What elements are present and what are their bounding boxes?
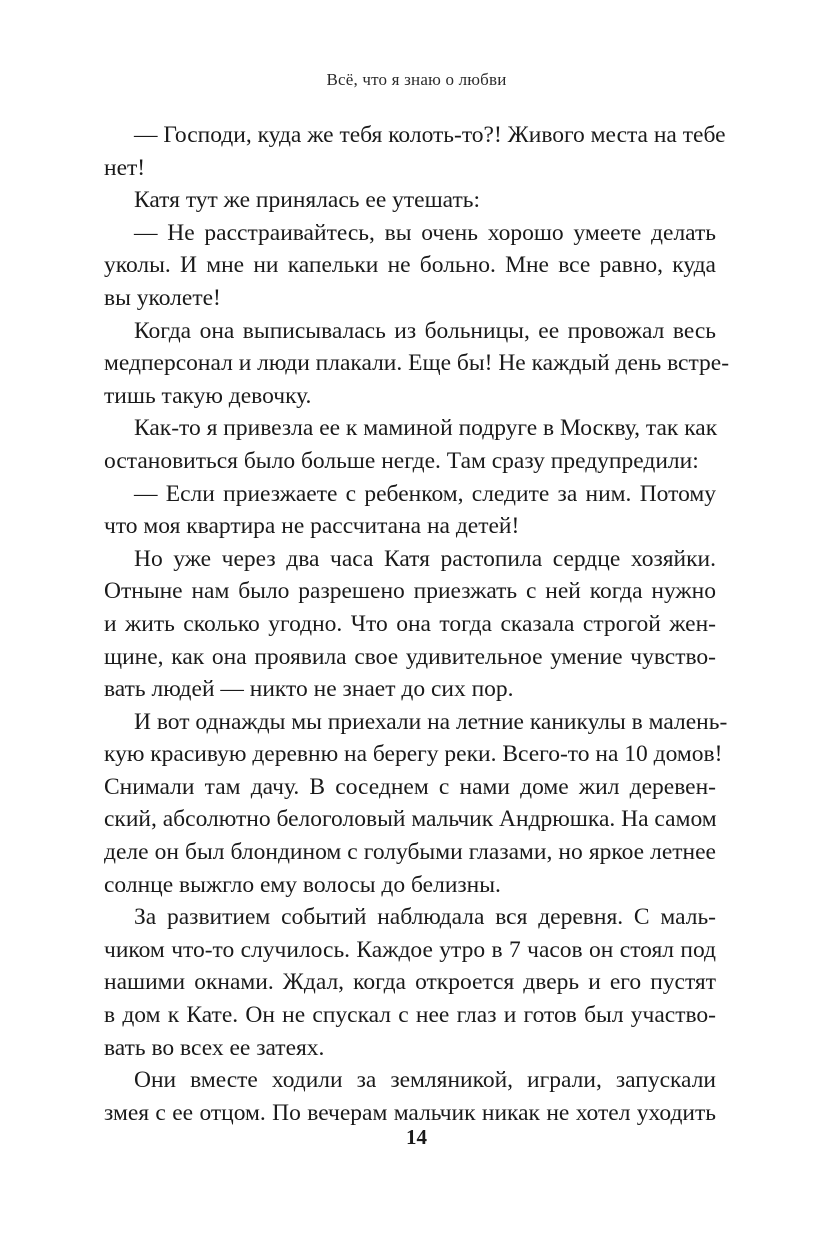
text-line: медперсонал и люди плакали. Еще бы! Не каждый день встре- <box>104 350 730 377</box>
page-number: 14 <box>406 1125 427 1149</box>
text-line: и жить сколько угодно. Что она тогда сказала строгой жен- <box>104 610 716 637</box>
text-line: что моя квартира не рассчитана на детей! <box>104 513 520 540</box>
text-line: деле он был блондином с голубыми глазами, но яркое летнее <box>104 839 716 866</box>
text-line: солнце выжгло ему волосы до белизны. <box>104 871 501 898</box>
text-line: — Если приезжаете с ребенком, следите за ним. Потому <box>134 480 716 507</box>
text-line: вать людей — никто не знает до сих пор. <box>104 676 514 703</box>
text-line: Они вместе ходили за земляникой, играли, запускали <box>134 1067 716 1094</box>
text-line: Снимали там дачу. В соседнем с нами доме жил деревен- <box>104 773 716 800</box>
text-line: в дом к Кате. Он не спускал с нее глаз и готов был участво- <box>104 1002 716 1029</box>
text-line: вать во всех ее затеях. <box>104 1034 325 1061</box>
text-line: И вот однажды мы приехали на летние каникулы в малень- <box>134 708 728 735</box>
text-line: ский, абсолютно белоголовый мальчик Андрюшка. На самом <box>104 806 717 833</box>
text-line: чиком что-то случилось. Каждое утро в 7 часов он стоял под <box>104 936 716 963</box>
text-line: Но уже через два часа Катя растопила сердце хозяйки. <box>134 545 716 572</box>
text-line: Как-то я привезла ее к маминой подруге в Москву, так как <box>134 415 718 442</box>
text-line: вы уколете! <box>104 284 221 311</box>
text-line: нашими окнами. Ждал, когда откроется дверь и его пустят <box>104 969 716 996</box>
text-line: Когда она выписывалась из больницы, ее провожал весь <box>134 317 716 344</box>
text-line: змея с ее отцом. По вечерам мальчик никак не хотел уходить <box>104 1099 716 1126</box>
text-line: За развитием событий наблюдала вся деревня. С маль- <box>134 904 716 931</box>
text-line: — Не расстраивайтесь, вы очень хорошо умеете делать <box>134 219 716 246</box>
text-line: Отныне нам было разрешено приезжать с ней когда нужно <box>104 578 716 605</box>
text-line: щине, как она проявила свое удивительное умение чувство- <box>104 643 716 670</box>
text-line: нет! <box>104 154 146 181</box>
text-line: кую красивую деревню на берегу реки. Всего-то на 10 домов! <box>104 741 723 768</box>
text-line: тишь такую девочку. <box>104 382 312 409</box>
text-line: — Господи, куда же тебя колоть-то?! Живого места на тебе <box>134 122 726 148</box>
body-text <box>104 119 730 1129</box>
text-line: Катя тут же принялась ее утешать: <box>134 187 481 214</box>
text-line: уколы. И мне ни капельки не больно. Мне все равно, куда <box>104 252 716 279</box>
running-head: Всё, что я знаю о любви <box>326 70 507 89</box>
text-line: остановиться было больше негде. Там сразу предупредили: <box>104 447 699 474</box>
